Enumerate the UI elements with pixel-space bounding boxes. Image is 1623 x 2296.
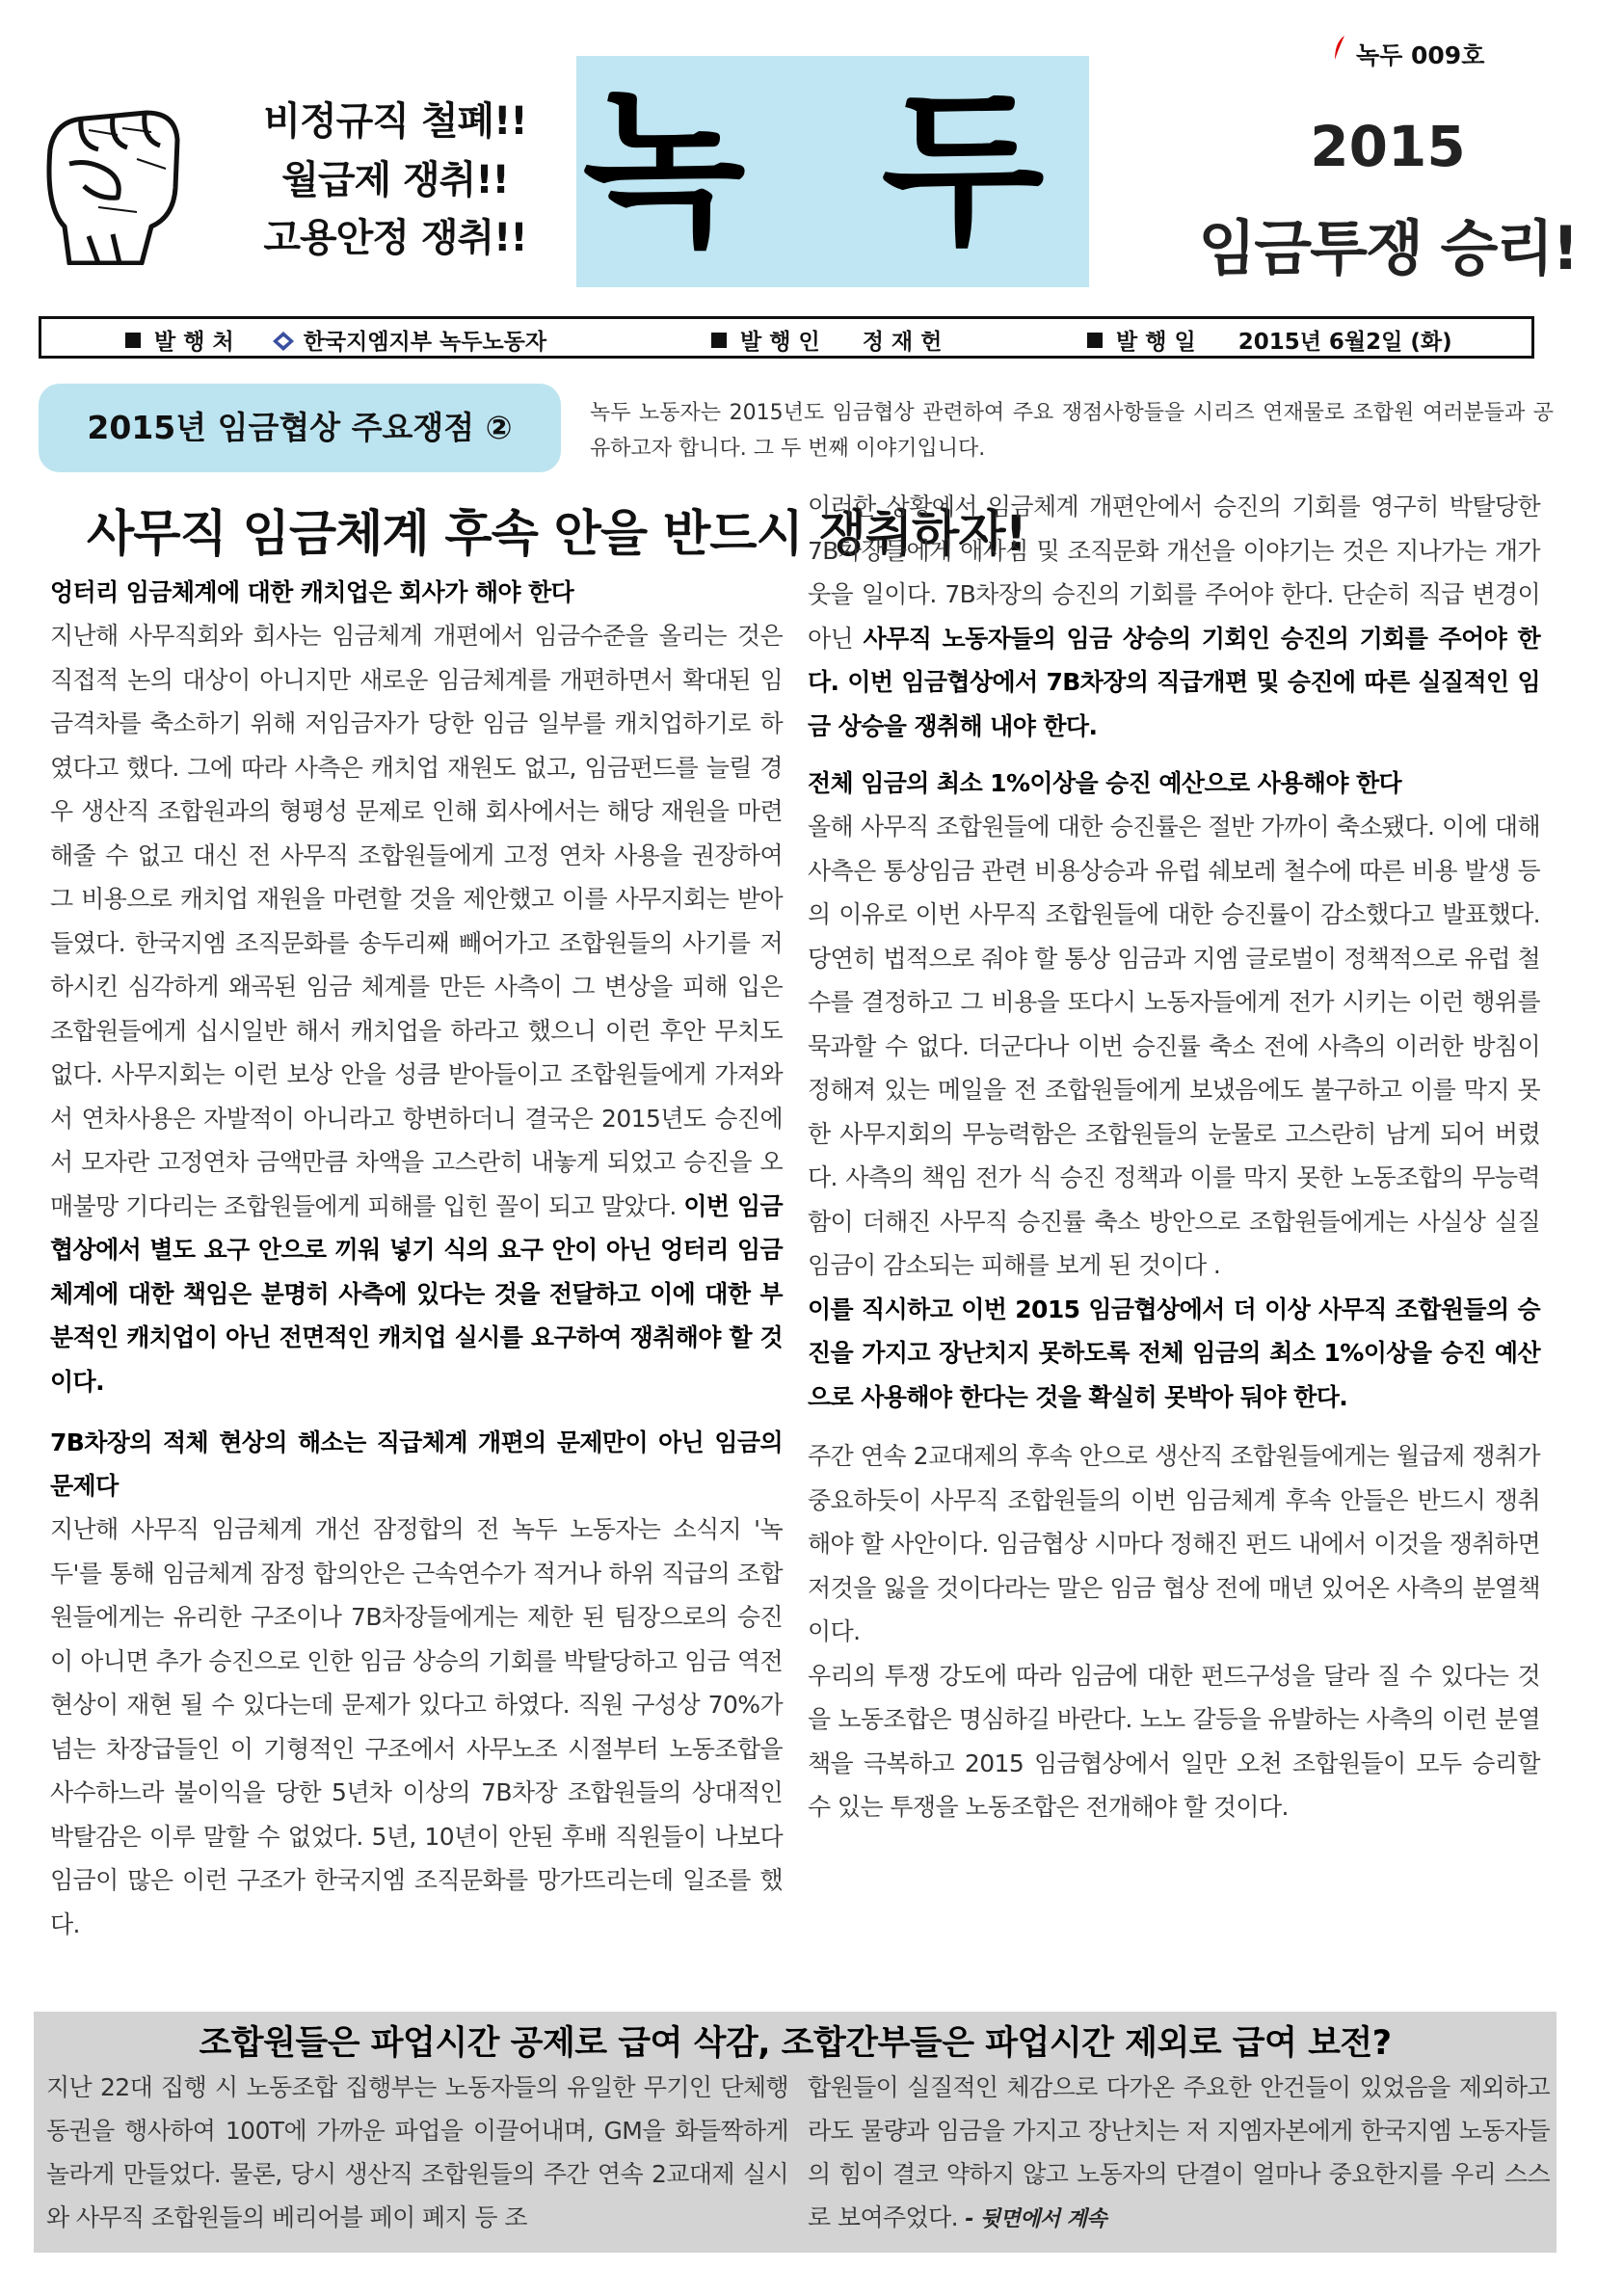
header-slogan-right: 임금투쟁 승리! (1198, 213, 1578, 283)
article-headline: 사무직 임금체계 후속 안을 반드시 쟁취하자! (87, 506, 1026, 563)
7b-emphasis: 사무직 노동자들의 임금 상승의 기회인 승진의 기회를 주어야 한다. 이번 임금협상에서 7B차장의 직급개편 및 승진에 따른 실질적인 임금 상승을 쟁취해 내야 한다. (808, 624, 1540, 740)
paragraph-7b-continued (808, 485, 1540, 748)
article-right-column (808, 485, 1540, 1829)
paragraph-followup: 주간 연속 2교대제의 후속 안으로 생산직 조합원들에게는 월급제 쟁취가 중요하듯이 사무직 조합원들의 이번 임금체계 후속 안들은 반드시 쟁취해야 할 사안이다. 임금협상 시마다 정해진 펀드 내에서 이것을 쟁취하면 저것을 잃을 것이다라는 말은 임금 협상 전에 매년 있어온 사측의 분열책이다. (808, 1442, 1540, 1645)
7b-continued-text: 이러한 상황에서 임금체계 개편안에서 승진의 기회를 영구히 박탈당한 7B차장들에게 애사심 및 조직문화 개선을 이야기는 것은 지나가는 개가 웃을 일이다. 7B차장의 승진의 기회를 주어야 한다. 단순히 직급 변경이 아닌 (808, 493, 1540, 653)
section-title-catchup: 엉터리 임금체계에 대한 캐치업은 회사가 해야 한다 (50, 578, 574, 606)
editor-info (711, 324, 942, 356)
bottom-article-right-text: 합원들이 실질적인 체감으로 다가온 주요한 안건들이 있었음을 제외하고라도 물량과 임금을 가지고 장난치는 저 지엠자본에게 한국지엠 노동자들의 힘이 결코 약하지 않고 노동자의 단결이 얼마나 중요한지를 우리 스스로 보여주었다. (808, 2073, 1550, 2231)
slogan-2: 월급제 쟁취!! (281, 158, 509, 202)
date-info (1087, 324, 1452, 356)
issue-number (1335, 37, 1484, 71)
catchup-text: 지난해 사무직회와 회사는 임금체계 개편에서 임금수준을 올리는 것은 직접적 논의 대상이 아니지만 새로운 임금체계를 개편하면서 확대된 임금격차를 축소하기 위해 저임금자가 당한 임금 일부를 캐치업하기로 하였다고 했다. 그에 따라 사측은 캐치업 재원도 없고, 임금펀드를 늘릴 경우 생산직 조합원과의 형평성 문제로 인해 회사에서는 해당 재원을 마련해줄 수 없고 대신 전 사무직 조합원들에게 고정 연차 사용을 권장하여 그 비용으로 캐치업 재원을 마련할 것을 제안했고 이를 사무지회는 받아들였다. 한국지엠 조직문화를 송두리째 빼어가고 조합원들의 사기를 저하시킨 심각하게 왜곡된 임금 체계를 만든 사측이 그 변상을 피해 입은 조합원들에게 십시일반 해서 캐치업을 하라고 했으니 이런 후안 무치도 없다. 사무지회는 이런 보상 안을 성큼 받아들이고 조합원들에게 가져와서 연차사용은 자발적이 아니라고 항변하더니 결국은 2015년도 승진에서 모자란 고정연차 금액만큼 차액을 고스란히 내놓게 되었고 승진을 오매불망 기다리는 조합원들에게 피해를 입힌 꼴이 되고 말았다. (50, 622, 783, 1220)
bullet-square-icon (1087, 333, 1103, 348)
masthead-title: 녹 두 (582, 73, 1083, 269)
paragraph-promotion-emphasis (808, 1288, 1540, 1420)
publisher-label: 발 행 처 (154, 330, 234, 355)
header-year: 2015 (1310, 114, 1466, 179)
catchup-emphasis: 이번 임금 협상에서 별도 요구 안으로 끼워 넣기 식의 요구 안이 아닌 엉터리 임금체계에 대한 책임은 분명히 사측에 있다는 것을 전달하고 이에 대한 부분적인 캐치업이 아닌 전면적인 캐치업 실시를 요구하여 쟁취해야 할 것이다. (50, 1191, 783, 1396)
bullet-square-icon (711, 333, 727, 348)
promotion-emphasis: 이를 직시하고 이번 2015 임금협상에서 더 이상 사무직 조합원들의 승진을 가지고 장난치지 못하도록 전체 임금의 최소 1%이상을 승진 예산으로 사용해야 한다는 것을 확실히 못박아 둬야 한다. (808, 1295, 1540, 1411)
topic-label: 2015년 임금협상 주요쟁점 ② (87, 409, 513, 446)
bullet-square-icon (125, 333, 141, 348)
paragraph-conclusion: 우리의 투쟁 강도에 따라 임금에 대한 펀드구성을 달라 질 수 있다는 것을 노동조합은 명심하길 바란다. 노노 갈등을 유발하는 사측의 이런 분열책을 극복하고 2015 임금협상에서 일만 오천 조합원들이 모두 승리할 수 있는 투쟁을 노동조합은 전개해야 할 것이다. (808, 1661, 1540, 1821)
date-label: 발 행 일 (1116, 330, 1196, 355)
bottom-article-right (808, 2066, 1550, 2241)
editor-label: 발 행 인 (740, 330, 820, 355)
topic-intro: 녹두 노동자는 2015년도 임금협상 관련하여 주요 쟁점사항들을 시리즈 연재물로 조합원 여러분들과 공유하고자 합니다. 그 두 번째 이야기입니다. (590, 401, 1554, 461)
paragraph-catchup (50, 614, 783, 1403)
paragraph-7b: 지난해 사무직 임금체계 개선 잠정합의 전 녹두 노동자는 소식지 '녹두'를 통해 임금체계 잠정 합의안은 근속연수가 적거나 하위 직급의 조합원들에게는 유리한 구조이나 7B차장들에게는 제한 된 팀장으로의 승진이 아니면 추가 승진으로 인한 임금 상승의 기회를 박탈당하고 임금 역전 현상이 재현 될 수 있다는데 문제가 있다고 하였다. 직원 구성상 70%가 넘는 차장급들인 이 기형적인 구조에서 사무노조 시절부터 노동조합을 사수하느라 불이익을 당한 5년차 이상의 7B차장 조합원들의 상대적인 박탈감은 이루 말할 수 없었다. 5년, 10년이 안된 후배 직원들이 나보다 임금이 많은 이런 구조가 한국지엠 조직문화를 망가뜨리는데 일조를 했다. (50, 1515, 783, 1938)
publisher-name: 한국지엠지부 녹두노동자 (303, 330, 547, 355)
article-left-column (50, 571, 783, 1946)
section-title-7b: 7B차장의 적체 현상의 해소는 직급체계 개편의 문제만이 아닌 임금의 문제다 (50, 1428, 783, 1500)
bottom-article-left: 지난 22대 집행 시 노동조합 집행부는 노동자들의 유일한 무기인 단체행동권을 행사하여 100T에 가까운 파업을 이끌어내며, GM을 화들짝하게 놀라게 만들었다. 물론, 당시 생산직 조합원들의 주간 연속 2교대제 실시와 사무직 조합원들의 베리어블 페이 폐지 등 조 (46, 2073, 788, 2231)
union-logo-icon (271, 330, 296, 353)
continued-note: - 뒷면에서 계속 (965, 2207, 1106, 2231)
publish-date: 2015년 6월2일 (화) (1237, 330, 1452, 355)
fist-logo-icon (31, 92, 195, 265)
slogan-1: 비정규직 철폐!! (263, 99, 527, 144)
paragraph-promotion: 올해 사무직 조합원들에 대한 승진률은 절반 가까이 축소됐다. 이에 대해 사측은 통상임금 관련 비용상승과 유럽 쉐보레 철수에 따른 비용 발생 등의 이유로 이번 사무직 조합원들에 대한 승진률이 감소했다고 발표했다. 당연히 법적으로 줘야 할 통상 임금과 지엠 글로벌이 정책적으로 유럽 철수를 결정하고 그 비용을 또다시 노동자들에게 전가 시키는 이런 행위를 묵과할 수 없다. 더군다나 이번 승진률 축소 전에 사측의 이러한 방침이 정해져 있는 메일을 전 조합원들에게 보냈음에도 불구하고 이를 막지 못한 사무지회의 무능력함은 조합원들의 눈물로 고스란히 남게 되어 버렸다. 사측의 책임 전가 식 승진 정책과 이를 막지 못한 노동조합의 무능력함이 더해진 사무직 승진률 축소 방안으로 조합원들에게는 사실상 실질임금이 감소되는 피해를 보게 된 것이다 . (808, 813, 1540, 1279)
section-title-promotion: 전체 임금의 최소 1%이상을 승진 예산으로 사용해야 한다 (808, 769, 1402, 797)
bottom-article-title: 조합원들은 파업시간 공제로 급여 삭감, 조합간부들은 파업시간 제외로 급여 보전? (199, 2024, 1392, 2063)
publisher-info (125, 324, 546, 356)
issue-number-text: 녹두 009호 (1356, 41, 1485, 69)
slogan-3: 고용안정 쟁취!! (263, 216, 527, 260)
editor-name: 정 재 헌 (862, 330, 943, 355)
